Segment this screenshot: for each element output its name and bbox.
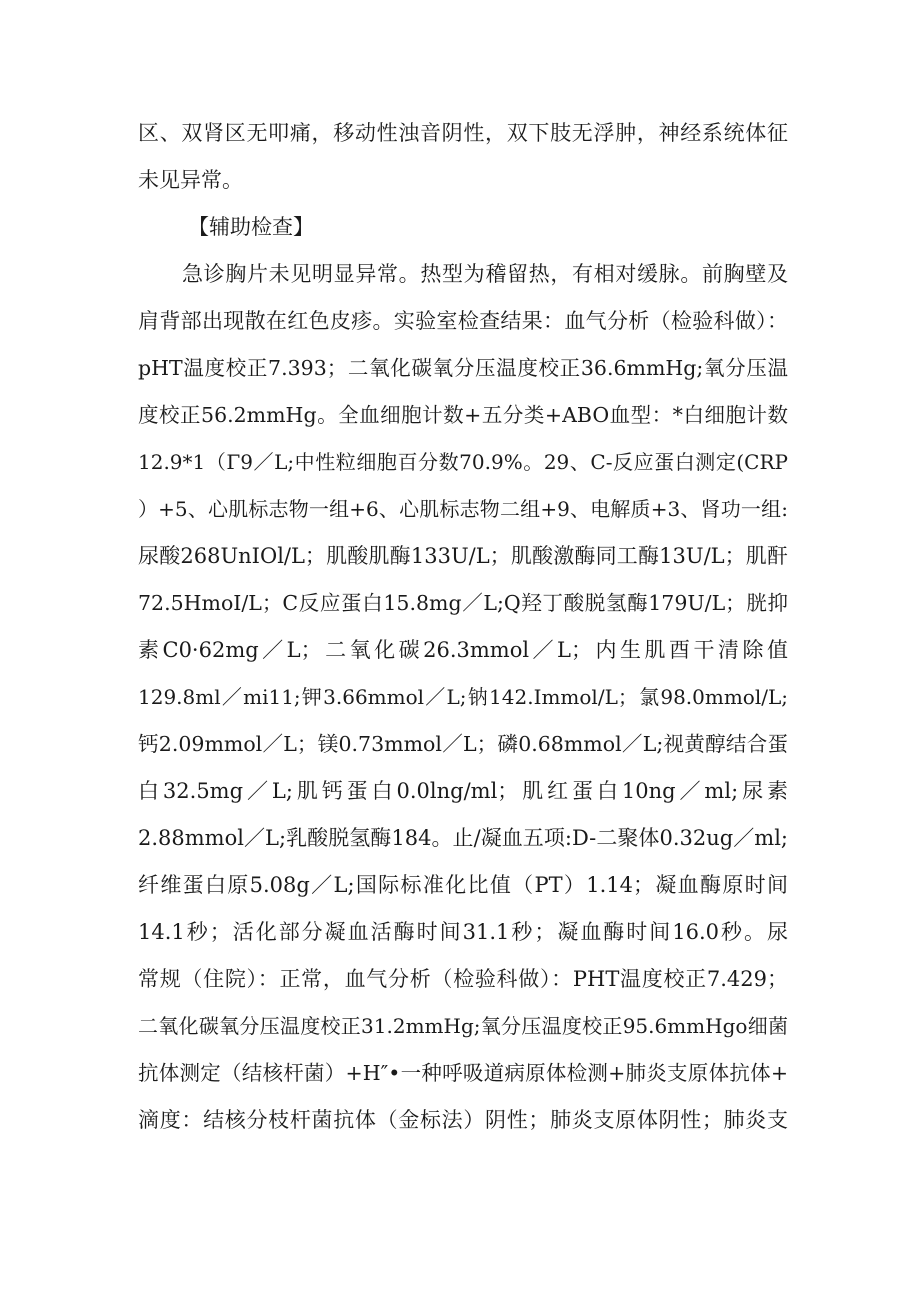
text-line: 钙2.09mmol／L；镁0.73mmol／L；磷0.68mmol／L;视黄醇结合蛋 [138, 732, 788, 756]
text-line: pHT温度校正7.393；二氧化碳氧分压温度校正36.6mmHg;氧分压温 [138, 356, 788, 380]
text-line: 白32.5mg／L;肌钙蛋白0.0lng/ml；肌红蛋白10ng／ml;尿素 [138, 779, 788, 803]
document-body [0, 110, 920, 1144]
text-line: 区、双肾区无叩痛，移动性浊音阴性，双下肢无浮肿，神经系统体征 [138, 121, 788, 145]
text-line: 度校正56.2mmHg。全血细胞计数+五分类+ABO血型：*白细胞计数 [138, 403, 788, 427]
text-line: 14.1秒；活化部分凝血活酶时间31.1秒；凝血酶时间16.0秒。尿 [138, 920, 788, 944]
text-line: 二氧化碳氧分压温度校正31.2mmHg;氧分压温度校正95.6mmHgo细菌 [138, 1014, 788, 1038]
text-line: 未见异常。 [138, 168, 243, 192]
text-line: 尿酸268UnIOl/L；肌酸肌酶133U/L；肌酸激酶同工酶13U/L；肌酐 [138, 544, 788, 568]
text-line: 急诊胸片未见明显异常。热型为稽留热，有相对缓脉。前胸壁及 [182, 262, 788, 286]
text-line: 抗体测定（结核杆菌）+H″•一种呼吸道病原体检测+肺炎支原体抗体+ [138, 1061, 788, 1085]
text-line: 滴度：结核分枝杆菌抗体（金标法）阴性；肺炎支原体阴性；肺炎支 [138, 1108, 788, 1132]
text-line: 2.88mmol／L;乳酸脱氢酶184。止/凝血五项:D-二聚体0.32ug／ml; [138, 826, 788, 850]
text-line: 12.9*1（Γ9／L;中性粒细胞百分数70.9%。29、C-反应蛋白测定(CRP [138, 450, 788, 474]
text-line: 素C0·62mg／L；二氧化碳26.3mmol／L；内生肌酉干清除值 [138, 638, 788, 662]
section-heading: 【辅助检查】 [188, 215, 314, 239]
text-line: 常规（住院）：正常，血气分析（检验科做）：PHT温度校正7.429； [138, 967, 788, 991]
text-line: 129.8ml／mi11;钾3.66mmol／L;钠142.Immol/L；氯98.0mmol/L; [138, 685, 788, 709]
text-line: ）+5、心肌标志物一组+6、心肌标志物二组+9、电解质+3、肾功一组: [138, 497, 788, 521]
text-line: 72.5HmoI/L；C反应蛋白15.8mg／L;Q羟丁酸脱氢酶179U/L；胱抑 [138, 591, 788, 615]
text-line: 纤维蛋白原5.08g／L;国际标准化比值（PT）1.14；凝血酶原时间 [138, 873, 788, 897]
text-line: 肩背部出现散在红色皮疹。实验室检查结果：血气分析（检验科做）： [138, 309, 788, 333]
